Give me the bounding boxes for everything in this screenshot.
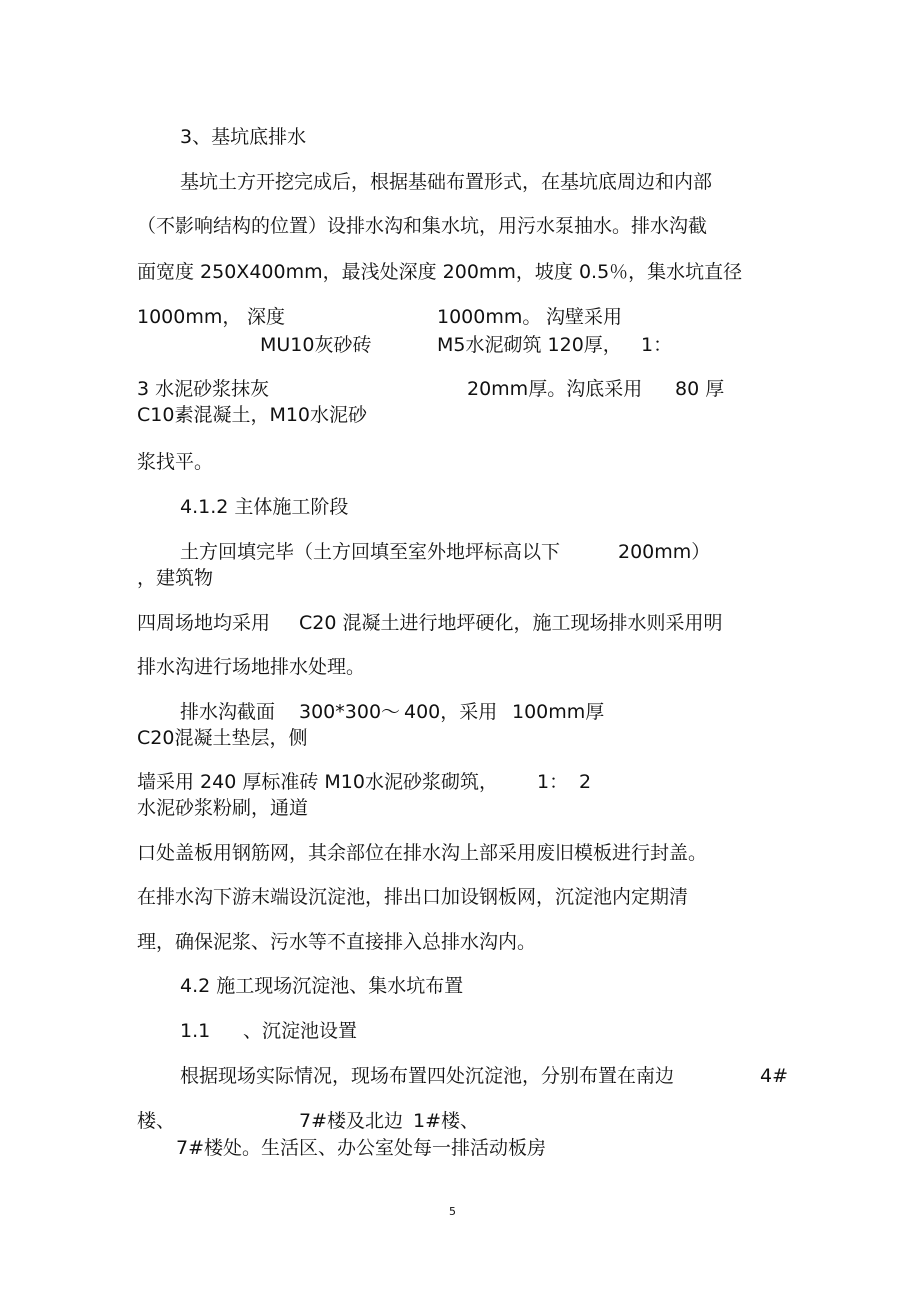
text-fragment: 1： xyxy=(537,771,569,793)
text-line: 排水沟进行场地排水处理。 xyxy=(137,656,366,678)
text-line: 浆找平。 xyxy=(137,451,214,473)
text-fragment: 墙采用 240 厚标准砖 M10水泥砂浆砌筑， xyxy=(137,771,498,793)
text-fragment: 排水沟截面 xyxy=(180,701,276,723)
text-fragment: 、沉淀池设置 xyxy=(243,1020,358,1042)
text-fragment: 3 水泥砂浆抹灰 xyxy=(137,378,270,400)
text-fragment: 深度 xyxy=(247,306,286,328)
text-fragment: 4# xyxy=(760,1065,789,1087)
text-line: （不影响结构的位置）设排水沟和集水坑，用污水泵抽水。排水沟截 xyxy=(137,215,708,237)
text-fragment: 1#楼、 xyxy=(413,1110,480,1132)
text-fragment: 楼、 xyxy=(137,1110,176,1132)
text-fragment: 沟壁采用 xyxy=(546,306,623,328)
text-fragment: 400，采用 xyxy=(404,701,498,723)
text-line: ，建筑物 xyxy=(137,567,214,589)
text-fragment: 300*300～ xyxy=(299,701,401,723)
text-fragment: 80 厚 xyxy=(675,378,725,400)
text-line: 基坑土方开挖完成后，根据基础布置形式，在基坑底周边和内部 xyxy=(180,171,713,193)
text-fragment: 1000mm。 xyxy=(437,306,542,328)
text-fragment: 100mm厚 xyxy=(512,701,605,723)
text-line: 理，确保泥浆、污水等不直接排入总排水沟内。 xyxy=(137,931,537,953)
text-line: 水泥砂浆粉刷，通道 xyxy=(137,797,309,819)
text-fragment: 20mm厚。沟底采用 xyxy=(467,378,643,400)
text-fragment: 2 xyxy=(579,771,592,793)
text-fragment: 1.1 xyxy=(180,1020,211,1042)
text-fragment: MU10灰砂砖 xyxy=(260,334,372,356)
text-line: 7#楼处。生活区、办公室处每一排活动板房 xyxy=(176,1137,547,1159)
text-fragment: C20 混凝土进行地坪硬化，施工现场排水则采用明 xyxy=(299,612,723,634)
heading-main-construction: 4.1.2 主体施工阶段 xyxy=(180,496,349,518)
page-number: 5 xyxy=(449,1205,456,1218)
text-fragment: 1000mm， xyxy=(137,306,242,328)
text-line: 在排水沟下游末端设沉淀池，排出口加设钢板网，沉淀池内定期清 xyxy=(137,886,689,908)
text-fragment: 土方回填完毕（土方回填至室外地坪标高以下 xyxy=(180,541,561,563)
text-fragment: 根据现场实际情况，现场布置四处沉淀池，分别布置在南边 xyxy=(180,1065,675,1087)
heading-sedimentation-layout: 4.2 施工现场沉淀池、集水坑布置 xyxy=(180,975,464,997)
text-fragment: 7#楼及北边 xyxy=(299,1110,404,1132)
text-fragment: 1： xyxy=(641,334,673,356)
text-line: C10素混凝土，M10水泥砂 xyxy=(137,404,368,426)
text-fragment: M5水泥砌筑 120厚， xyxy=(437,334,622,356)
text-line: C20混凝土垫层，侧 xyxy=(137,727,308,749)
heading-pit-drainage: 3、基坑底排水 xyxy=(180,126,307,148)
text-fragment: 四周场地均采用 xyxy=(137,612,271,634)
text-line: 面宽度 250X400mm，最浅处深度 200mm，坡度 0.5％，集水坑直径 xyxy=(137,261,743,283)
text-fragment: 200mm） xyxy=(618,541,711,563)
text-line: 口处盖板用钢筋网，其余部位在排水沟上部采用废旧模板进行封盖。 xyxy=(137,842,708,864)
